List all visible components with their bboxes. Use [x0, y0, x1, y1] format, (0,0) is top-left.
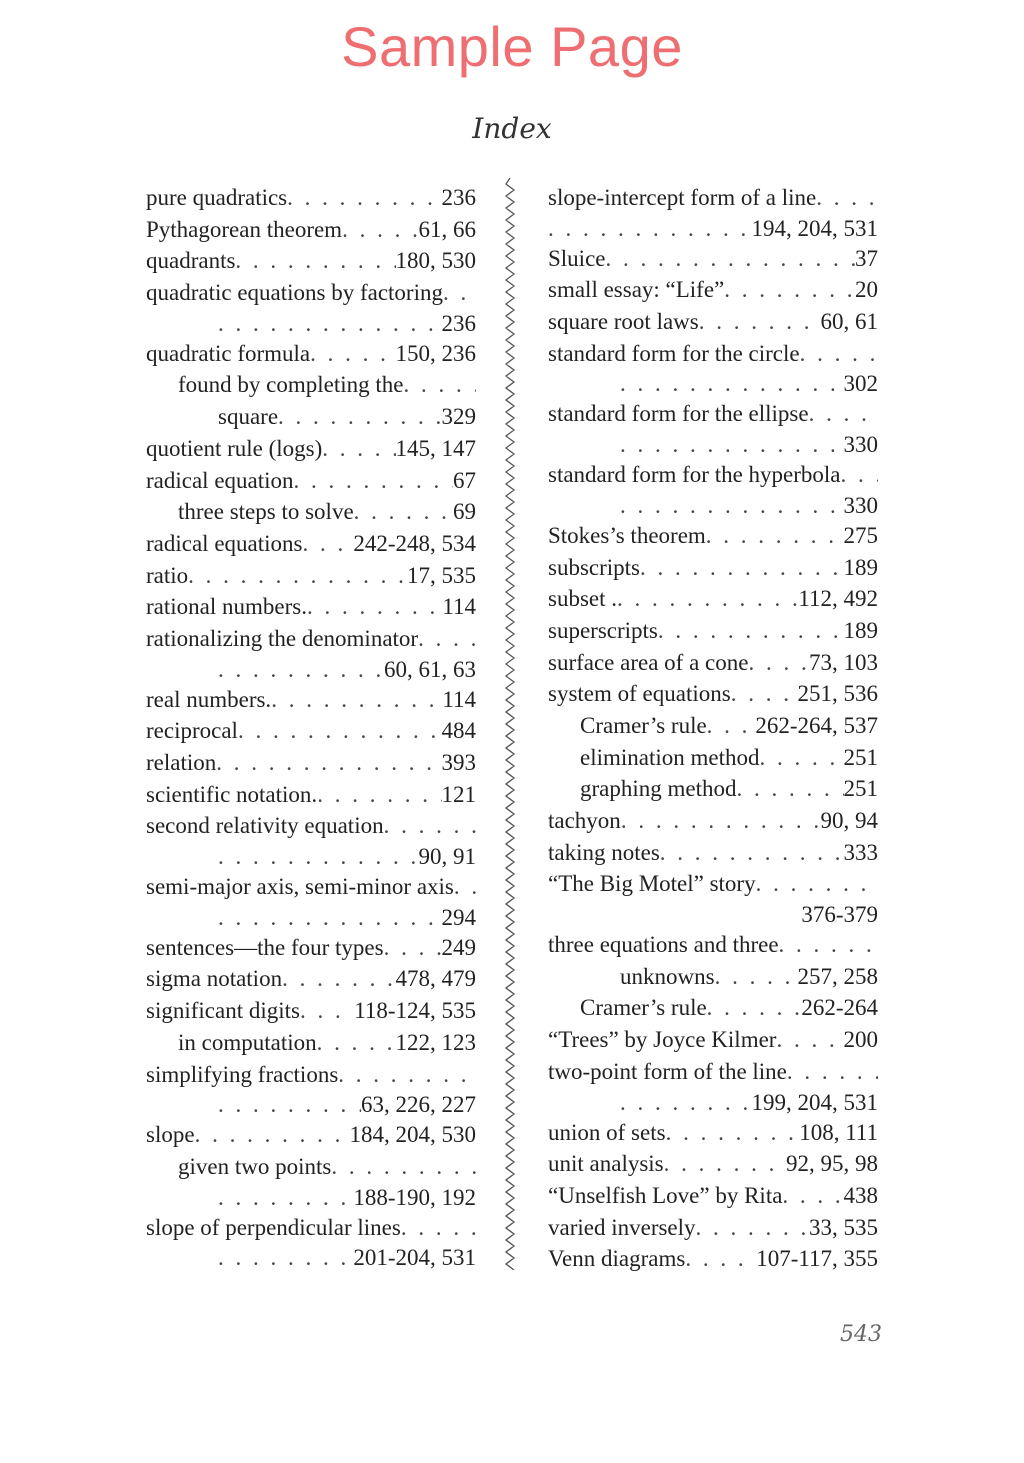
page-references: 199, 204, 531 — [751, 1089, 878, 1115]
dot-leader — [782, 1180, 843, 1212]
index-entry — [548, 1243, 878, 1275]
index-term: Pythagorean theorem — [146, 216, 343, 242]
dot-leader — [342, 214, 418, 246]
dot-leader — [707, 710, 756, 742]
index-term: Sluice — [548, 245, 606, 271]
dot-leader — [317, 1027, 396, 1059]
index-term: “The Big Motel” story — [548, 871, 756, 897]
index-entry — [146, 245, 476, 277]
page-references: 275 — [843, 522, 878, 548]
index-term: varied inversely — [548, 1214, 696, 1240]
page-references: 330 — [843, 432, 878, 458]
page-number: 543 — [840, 1322, 882, 1347]
index-entry — [548, 338, 878, 399]
index-entry — [146, 1027, 476, 1059]
dot-leader — [715, 961, 798, 993]
index-term: tachyon — [548, 808, 621, 833]
dot-leader — [748, 647, 809, 679]
index-entry — [146, 810, 476, 871]
page-references: 251 — [843, 776, 878, 802]
dot-leader — [606, 243, 856, 275]
index-entry — [548, 552, 878, 584]
index-entry — [146, 560, 476, 592]
index-entry — [548, 583, 878, 615]
dot-leader — [666, 1117, 800, 1149]
dot-leader — [548, 214, 752, 243]
index-term: sentences—the four types — [146, 934, 384, 960]
index-entry — [146, 871, 476, 932]
index-entry — [146, 338, 476, 370]
page-references: 114 — [442, 686, 476, 712]
page-references: 107-117, 355 — [756, 1246, 878, 1272]
index-term: slope-intercept form of a line — [548, 185, 817, 210]
dot-leader — [620, 430, 844, 459]
index-entry — [146, 623, 476, 684]
page-references: 330 — [843, 492, 878, 518]
page-references: 92, 95, 98 — [786, 1151, 878, 1177]
index-term: radical equations — [146, 530, 303, 556]
page-references: 438 — [843, 1182, 878, 1208]
index-term: square — [218, 404, 279, 430]
page-references: 188-190, 192 — [353, 1184, 476, 1210]
index-column-right — [548, 182, 878, 1275]
dot-leader — [384, 810, 476, 842]
index-term: square root laws — [548, 309, 699, 335]
index-term: “Trees” by Joyce Kilmer — [548, 1027, 777, 1053]
page-references: 90, 91 — [418, 844, 476, 870]
dot-leader — [779, 929, 878, 961]
page-references: 236 — [441, 310, 476, 336]
index-entry — [548, 1212, 878, 1244]
page-references: 150, 236 — [395, 340, 476, 366]
page-references: 201-204, 531 — [353, 1245, 476, 1271]
dot-leader — [787, 1056, 878, 1088]
page-references: 262-264 — [801, 995, 878, 1021]
index-entry — [146, 277, 476, 338]
index-term: simplifying fractions — [146, 1061, 339, 1087]
index-term: radical equation — [146, 467, 294, 493]
index-entry — [548, 992, 878, 1024]
dot-leader — [331, 1151, 476, 1183]
dot-leader — [841, 459, 878, 491]
index-entry — [146, 995, 476, 1027]
index-entry — [146, 715, 476, 747]
index-entry — [146, 496, 476, 528]
dot-leader — [776, 1024, 843, 1056]
dot-leader — [218, 1243, 353, 1272]
dot-leader — [235, 245, 395, 277]
index-entry — [548, 615, 878, 647]
index-entry — [548, 1117, 878, 1149]
index-term: small essay: “Life” — [548, 277, 725, 303]
index-term: given two points — [178, 1153, 332, 1179]
page-references: 478, 479 — [395, 966, 476, 992]
index-entry — [146, 1119, 476, 1151]
page-title: Index — [472, 112, 552, 145]
index-term: three equations and three — [548, 932, 779, 958]
page-references: 329 — [441, 404, 476, 430]
page-references: 63, 226, 227 — [361, 1092, 476, 1118]
index-entry — [146, 465, 476, 497]
index-term: semi-major axis, semi-minor axis — [146, 874, 454, 900]
index-term: standard form for the circle — [548, 340, 800, 366]
page-references: 118-124, 535 — [354, 998, 476, 1024]
page-references: 114 — [442, 594, 476, 620]
index-term: Venn diagrams — [548, 1246, 686, 1272]
index-entry — [146, 963, 476, 995]
page-references: 251 — [843, 744, 878, 770]
index-term: unknowns — [620, 963, 715, 989]
page-references: 184, 204, 530 — [349, 1122, 476, 1148]
dot-leader — [809, 398, 878, 430]
index-entry — [548, 274, 878, 306]
index-term: taking notes — [548, 839, 660, 865]
index-entry — [146, 591, 476, 623]
dot-leader — [737, 773, 844, 805]
index-term: pure quadratics — [146, 185, 288, 210]
page-references: 90, 94 — [820, 808, 878, 833]
index-entry — [548, 1148, 878, 1180]
page-references: 242-248, 534 — [353, 530, 476, 556]
index-entry — [146, 932, 476, 964]
index-term: elimination method — [580, 744, 760, 770]
index-entry — [548, 182, 878, 243]
index-entry — [146, 1212, 476, 1273]
dot-leader — [354, 496, 453, 528]
page-references: 60, 61 — [820, 309, 878, 335]
dot-leader — [617, 583, 798, 615]
dot-leader — [760, 742, 844, 774]
page-references: 145, 147 — [395, 435, 476, 461]
index-term: Stokes’s theorem — [548, 522, 706, 548]
dot-leader — [218, 903, 442, 932]
index-term: subset . — [548, 586, 617, 612]
dot-leader — [271, 684, 442, 716]
column-divider — [503, 178, 517, 1270]
index-entry — [548, 837, 878, 869]
page-references: 249 — [441, 934, 476, 960]
index-entry — [146, 433, 476, 465]
page-references: 257, 258 — [797, 963, 878, 989]
dot-leader — [218, 1090, 361, 1119]
index-entry — [548, 1056, 878, 1117]
index-term: found by completing the — [178, 372, 404, 398]
dot-leader — [218, 309, 442, 338]
page-references: 20 — [855, 277, 878, 303]
index-term: union of sets — [548, 1119, 666, 1145]
page-references: 484 — [441, 718, 476, 744]
index-entry — [548, 742, 878, 774]
page-references: 122, 123 — [395, 1029, 476, 1055]
dot-leader — [317, 779, 441, 811]
index-term: graphing method — [580, 776, 737, 802]
dot-leader — [731, 678, 798, 710]
index-term: standard form for the ellipse — [548, 401, 809, 427]
dot-leader — [620, 491, 844, 520]
dot-leader — [218, 655, 384, 684]
dot-leader — [454, 871, 476, 903]
index-term: scientific notation. — [146, 781, 318, 807]
page-references: 262-264, 537 — [755, 712, 878, 738]
dot-leader — [322, 433, 395, 465]
index-entry — [548, 459, 878, 520]
dot-leader — [238, 715, 442, 747]
dot-leader — [282, 963, 395, 995]
index-term: rationalizing the denominator — [146, 625, 419, 651]
index-term: quadrants — [146, 248, 236, 274]
index-term: “Unselfish Love” by Rita — [548, 1182, 783, 1208]
page-references: 180, 530 — [395, 248, 476, 274]
dot-leader — [707, 992, 802, 1024]
index-entry — [146, 1151, 476, 1212]
dot-leader — [384, 932, 442, 964]
index-entry — [548, 805, 878, 837]
dot-leader — [418, 623, 476, 655]
dot-leader — [660, 837, 844, 869]
page-references: 251, 536 — [797, 681, 878, 707]
index-entry — [548, 520, 878, 552]
index-entry — [548, 647, 878, 679]
index-term: superscripts — [548, 617, 658, 643]
dot-leader — [401, 1212, 476, 1244]
dot-leader — [307, 591, 442, 623]
index-entry — [146, 528, 476, 560]
index-term: slope — [146, 1122, 195, 1148]
page-references: 236 — [441, 185, 476, 210]
dot-leader — [756, 868, 878, 900]
index-term: three steps to solve — [178, 499, 354, 525]
page-references: 60, 61, 63 — [384, 656, 476, 682]
index-term: ratio — [146, 562, 189, 588]
page-references: 17, 535 — [407, 562, 476, 588]
index-entry — [146, 1059, 476, 1120]
dot-leader — [685, 1243, 756, 1275]
page-references: 189 — [843, 554, 878, 580]
sample-page-watermark: Sample Page — [341, 15, 683, 78]
index-term: sigma notation — [146, 966, 283, 992]
page-references: 200 — [843, 1027, 878, 1053]
dot-leader — [699, 306, 821, 338]
index-term: surface area of a cone — [548, 649, 749, 675]
page-references: 333 — [843, 839, 878, 865]
dot-leader — [338, 1059, 476, 1091]
index-term: Cramer’s rule — [580, 712, 707, 738]
index-entry — [548, 243, 878, 275]
index-term: second relativity equation — [146, 813, 384, 839]
page-references: 393 — [441, 750, 476, 775]
index-entry — [146, 182, 476, 214]
page-references: 37 — [855, 245, 878, 271]
page-references: 112, 492 — [798, 586, 878, 612]
page-references: 69 — [453, 499, 476, 525]
index-term: two-point form of the line — [548, 1058, 787, 1084]
index-term: relation — [146, 750, 217, 775]
dot-leader — [658, 615, 844, 647]
index-entry — [548, 306, 878, 338]
page-references: 189 — [843, 617, 878, 643]
dot-leader — [300, 995, 354, 1027]
index-entry — [548, 678, 878, 710]
index-entry — [548, 773, 878, 805]
page-references: 294 — [441, 904, 476, 930]
dot-leader — [302, 528, 353, 560]
index-term: slope of perpendicular lines — [146, 1214, 401, 1240]
dot-leader — [404, 369, 477, 401]
dot-leader — [195, 1119, 350, 1151]
page-references: 67 — [453, 467, 476, 493]
index-term: quotient rule (logs) — [146, 435, 323, 461]
dot-leader — [696, 1212, 809, 1244]
dot-leader — [640, 552, 844, 584]
index-entry — [548, 868, 878, 929]
dot-leader — [216, 747, 441, 779]
index-entry — [548, 929, 878, 992]
dot-leader — [278, 401, 441, 433]
index-column-left — [146, 182, 476, 1272]
index-term: rational numbers. — [146, 594, 307, 620]
index-entry — [146, 747, 476, 779]
dot-leader — [294, 465, 453, 497]
index-term: unit analysis — [548, 1151, 664, 1177]
index-entry — [146, 214, 476, 246]
dot-leader — [287, 182, 441, 214]
index-term: real numbers. — [146, 686, 272, 712]
page-references: 121 — [441, 781, 476, 807]
index-entry — [548, 1180, 878, 1212]
dot-leader — [620, 369, 844, 398]
index-term: quadratic equations by factoring — [146, 280, 443, 306]
dot-leader — [800, 338, 878, 370]
index-term: system of equations — [548, 681, 731, 707]
page-references: 302 — [843, 371, 878, 397]
dot-leader — [706, 520, 844, 552]
dot-leader — [621, 805, 821, 837]
dot-leader — [443, 277, 476, 309]
dot-leader — [816, 182, 878, 214]
index-entry — [146, 779, 476, 811]
index-term: significant digits — [146, 998, 300, 1024]
page-references: 376-379 — [801, 902, 878, 928]
page-references: 108, 111 — [799, 1119, 878, 1145]
dot-leader — [218, 1183, 353, 1212]
page-references: 61, 66 — [418, 216, 476, 242]
page-references: 73, 103 — [809, 649, 878, 675]
index-term: subscripts — [548, 554, 640, 580]
index-term: in computation — [178, 1029, 317, 1055]
index-entry — [548, 398, 878, 459]
page-references: 194, 204, 531 — [751, 215, 878, 241]
index-term: Cramer’s rule — [580, 995, 707, 1021]
index-entry — [548, 710, 878, 742]
dot-leader — [218, 842, 419, 871]
dot-leader — [310, 338, 395, 370]
index-term: standard form for the hyperbola — [548, 462, 841, 488]
index-term: quadratic formula — [146, 340, 311, 366]
index-term: reciprocal — [146, 718, 238, 744]
dot-leader — [664, 1148, 786, 1180]
index-entry — [146, 684, 476, 716]
dot-leader — [724, 274, 855, 306]
dot-leader — [188, 560, 407, 592]
index-entry — [146, 369, 476, 432]
page-references: 33, 535 — [809, 1214, 878, 1240]
dot-leader — [620, 1088, 752, 1117]
index-entry — [548, 1024, 878, 1056]
